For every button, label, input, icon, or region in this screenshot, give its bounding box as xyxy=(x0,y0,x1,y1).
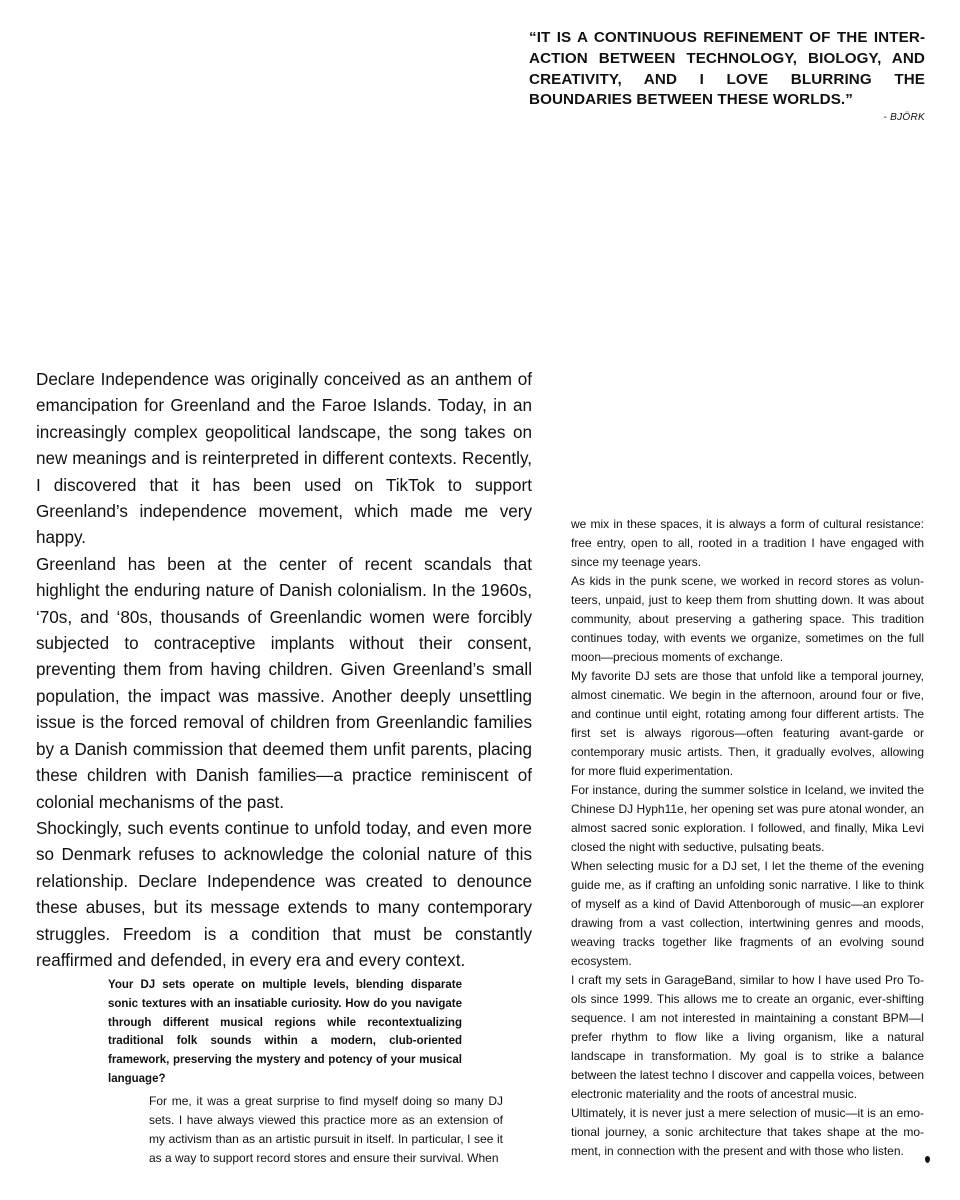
answer-paragraph: we mix in these spaces, it is always a form of cultural resistance: free entry, open to all, rooted in a tradition I have engaged with since my teenage years. xyxy=(571,517,924,569)
pull-quote xyxy=(529,28,925,123)
answer-paragraph: My favorite DJ sets are those that unfold like a temporal journey, almost cinematic. We begin in the afternoon, around four or five, and continue until eight, rotating among four different artists. The first set is always rigorous—often featuring avant-garde or contemporary music artists. Then, it gradually evolves, allowing for more fluid experimentation. xyxy=(571,669,924,778)
answer-paragraph: When selecting music for a DJ set, I let the theme of the evening guide me, as if crafting an unfolding sonic narrative. I like to think of myself as a kind of David Attenborough of music—an explorer drawing from a vast collection, intertwining genres and moods, weaving tracks together like fragments of an evolving sound ecosystem. xyxy=(571,859,924,968)
answer-paragraph: For me, it was a great surprise to find myself doing so many DJ sets. I have always viewed this practice more as an extension of my activism than as an artistic pursuit in itself. In particular, I see it as a way to support record stores and ensure their survival. When xyxy=(149,1094,503,1165)
main-article-text xyxy=(36,367,532,974)
quote-text: “IT IS A CONTINUOUS REFINEMENT OF THE INTERACTION BETWEEN TECHNOLOGY, BIOLOGY, AND CREATIVITY, AND I LOVE BLURRING THE BOUNDARIES BETWEEN THESE WORLDS.” xyxy=(529,29,925,109)
end-of-article-drop-icon xyxy=(925,1156,930,1163)
interview-question-block xyxy=(108,976,462,1089)
answer-paragraph: I craft my sets in GarageBand, similar to how I have used Pro Tools since 1999. This allows me to create an organic, ever-shifting sequence. I am not interested in maintaining a constant BPM—I prefer rhythm to flow like a living organism, like a natural landscape in transformation. My goal is to strike a balance between the latest techno I discover and cappella voices, between electronic materiality and the roots of ancestral music. xyxy=(571,973,924,1101)
quote-author: - BJÖRK xyxy=(883,112,925,124)
main-paragraph: Greenland has been at the center of recent scandals that highlight the enduring nature of Danish colonialism. In the 1960s, ‘70s, and ‘80s, thousands of Greenlandic women were forcibly subjected to contraceptive implants without their consent, preventing them from having children. Given Greenland’s small population, the impact was massive. Another deeply unsettling issue is the forced removal of children from Greenlandic families by a Danish commission that deemed them unfit parents, placing these children with Danish families—a practice reminiscent of colonial mechanisms of the past. xyxy=(36,554,532,812)
answer-column-right xyxy=(571,515,924,1161)
answer-paragraph: As kids in the punk scene, we worked in record stores as volunteers, unpaid, just to keep them from shutting down. It was about community, about preserving a gathering space. This tradition continues today, with events we organize, sometimes on the full moon—precious moments of exchange. xyxy=(571,574,924,664)
main-paragraph: Shockingly, such events continue to unfold today, and even more so Denmark refuses to acknowledge the colonial nature of this relationship. Declare Independence was created to denounce these abuses, but its message extends to many contemporary struggles. Freedom is a condition that must be constantly reaffirmed and defended, in every era and every context. xyxy=(36,818,532,970)
interview-question: Your DJ sets operate on multiple levels, blending disparate sonic textures with an insatiable curiosity. How do you navigate through different musical regions while recontextualizing traditional folk sounds within a modern, club-oriented framework, preserving the mystery and potency of your musical language? xyxy=(108,979,462,1085)
main-paragraph: Declare Independence was originally conceived as an anthem of emancipation for Greenland and the Faroe Islands. Today, in an increasingly complex geopolitical landscape, the song takes on new meanings and is reinterpreted in different contexts. Recently, I discovered that it has been used on TikTok to support Greenland’s independence movement, which made me very happy. xyxy=(36,370,532,548)
answer-paragraph: For instance, during the summer solstice in Iceland, we invited the Chinese DJ Hyph11e, her opening set was pure atonal wonder, an almost sacred sonic exploration. I followed, and finally, Mika Levi closed the night with seductive, pulsating beats. xyxy=(571,783,924,854)
answer-paragraph: Ultimately, it is never just a mere selection of music—it is an emotional journey, a sonic architecture that takes shape at the moment, in connection with the present and with those who listen. xyxy=(571,1106,924,1158)
answer-column-left xyxy=(149,1092,503,1168)
